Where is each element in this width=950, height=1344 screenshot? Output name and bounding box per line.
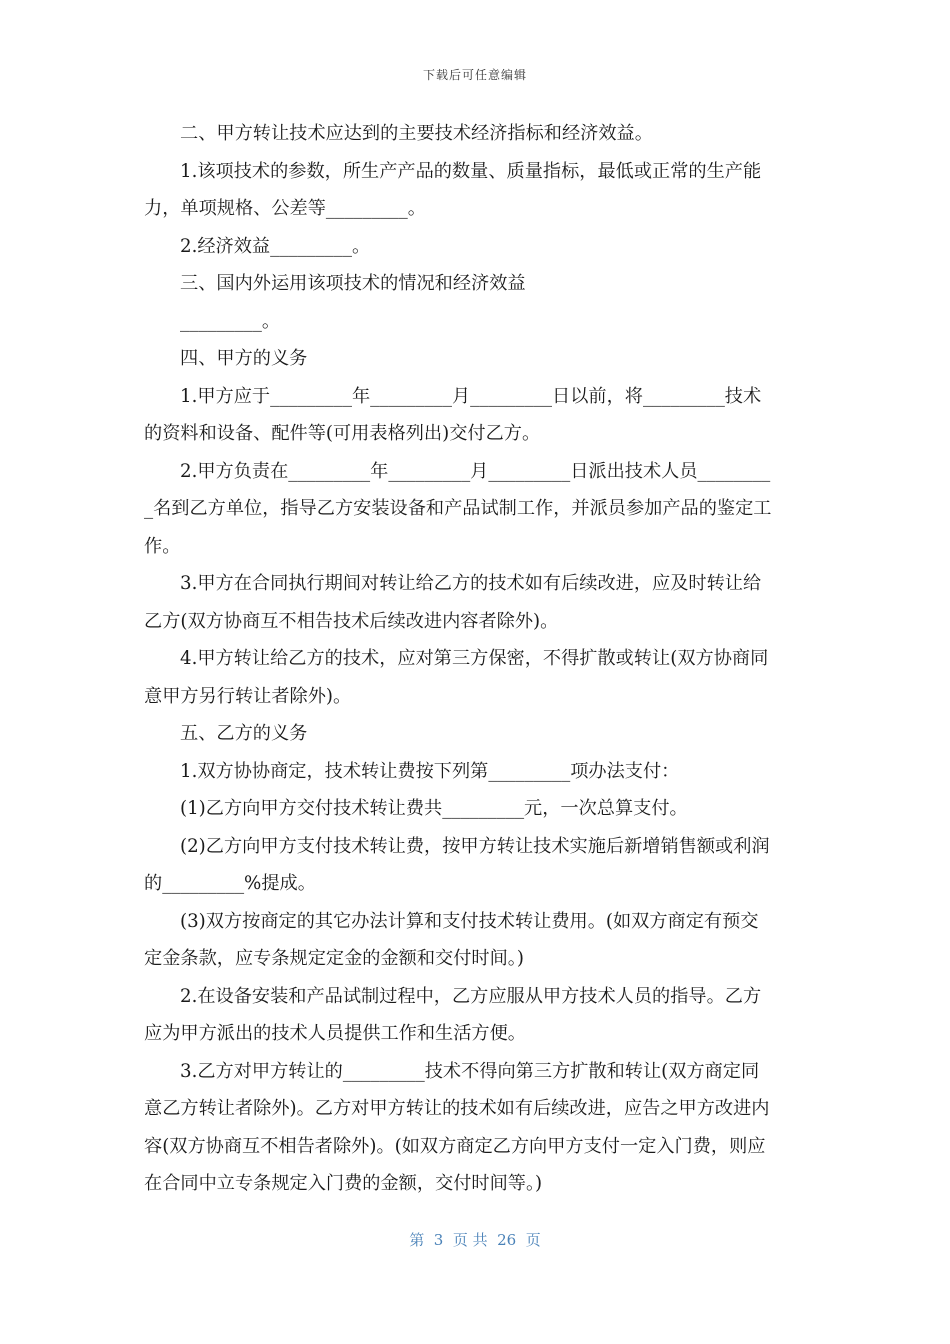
paragraph-line: 乙方(双方协商互不相告技术后续改进内容者除外)。 [144, 610, 559, 632]
paragraph-line: 四、甲方的义务 [180, 348, 308, 369]
paragraph-line: 2.在设备安装和产品试制过程中，乙方应服从甲方技术人员的指导。乙方 [180, 985, 762, 1007]
paragraph-line: 定金条款，应专条规定定金的金额和交付时间。) [144, 948, 524, 969]
paragraph-line: (1)乙方向甲方交付技术转让费共_________元，一次总算支付。 [180, 798, 688, 819]
paragraph-line: 2.经济效益_________。 [180, 235, 371, 257]
document-body [144, 115, 808, 1203]
paragraph-line: _名到乙方单位，指导乙方安装设备和产品试制工作，并派员参加产品的鉴定工 [144, 498, 772, 519]
paragraph-line: 1.双方协协商定，技术转让费按下列第_________项办法支付： [180, 760, 680, 782]
paragraph-line: 意甲方另行转让者除外)。 [144, 685, 352, 707]
paragraph-line: 的资料和设备、配件等(可用表格列出)交付乙方。 [144, 423, 541, 444]
paragraph-line: 三、国内外运用该项技术的情况和经济效益 [180, 273, 526, 294]
paragraph-line: 在合同中立专条规定入门费的金额，交付时间等。) [144, 1173, 543, 1194]
paragraph-line: 二、甲方转让技术应达到的主要技术经济指标和经济效益。 [180, 123, 653, 144]
paragraph-line: 容(双方协商互不相告者除外)。(如双方商定乙方向甲方支付一定入门费，则应 [144, 1135, 766, 1157]
paragraph-line: 1.该项技术的参数，所生产产品的数量、质量指标，最低或正常的生产能 [180, 160, 762, 182]
paragraph-line: 应为甲方派出的技术人员提供工作和生活方便。 [144, 1023, 526, 1044]
paragraph-line: 意乙方转让者除外)。乙方对甲方转让的技术如有后续改进，应告之甲方改进内 [144, 1098, 770, 1119]
paragraph-line: 力，单项规格、公差等_________。 [144, 198, 426, 219]
paragraph-line: 作。 [144, 535, 181, 557]
paragraph-line: _________。 [180, 310, 281, 332]
paragraph-line: 3.乙方对甲方转让的_________技术不得向第三方扩散和转让(双方商定同 [180, 1060, 760, 1082]
paragraph-line: 2.甲方负责在_________年_________月_________日派出技术人员________ [180, 460, 771, 482]
page-footer: 第 3 页 共 26 页 [409, 1231, 541, 1249]
paragraph-line: 3.甲方在合同执行期间对转让给乙方的技术如有后续改进，应及时转让给 [180, 573, 762, 594]
paragraph-line: (3)双方按商定的其它办法计算和支付技术转让费用。(如双方商定有预交 [180, 910, 759, 932]
paragraph-line: 的_________%提成。 [144, 873, 316, 894]
paragraph-line: 五、乙方的义务 [180, 723, 308, 744]
paragraph-line: 1.甲方应于_________年_________月_________日以前，将_________技术 [180, 385, 762, 407]
page-header: 下载后可任意编辑 [422, 68, 527, 82]
paragraph-line: 4.甲方转让给乙方的技术，应对第三方保密，不得扩散或转让(双方协商同 [180, 648, 769, 669]
paragraph-line: (2)乙方向甲方支付技术转让费，按甲方转让技术实施后新增销售额或利润 [180, 835, 770, 857]
